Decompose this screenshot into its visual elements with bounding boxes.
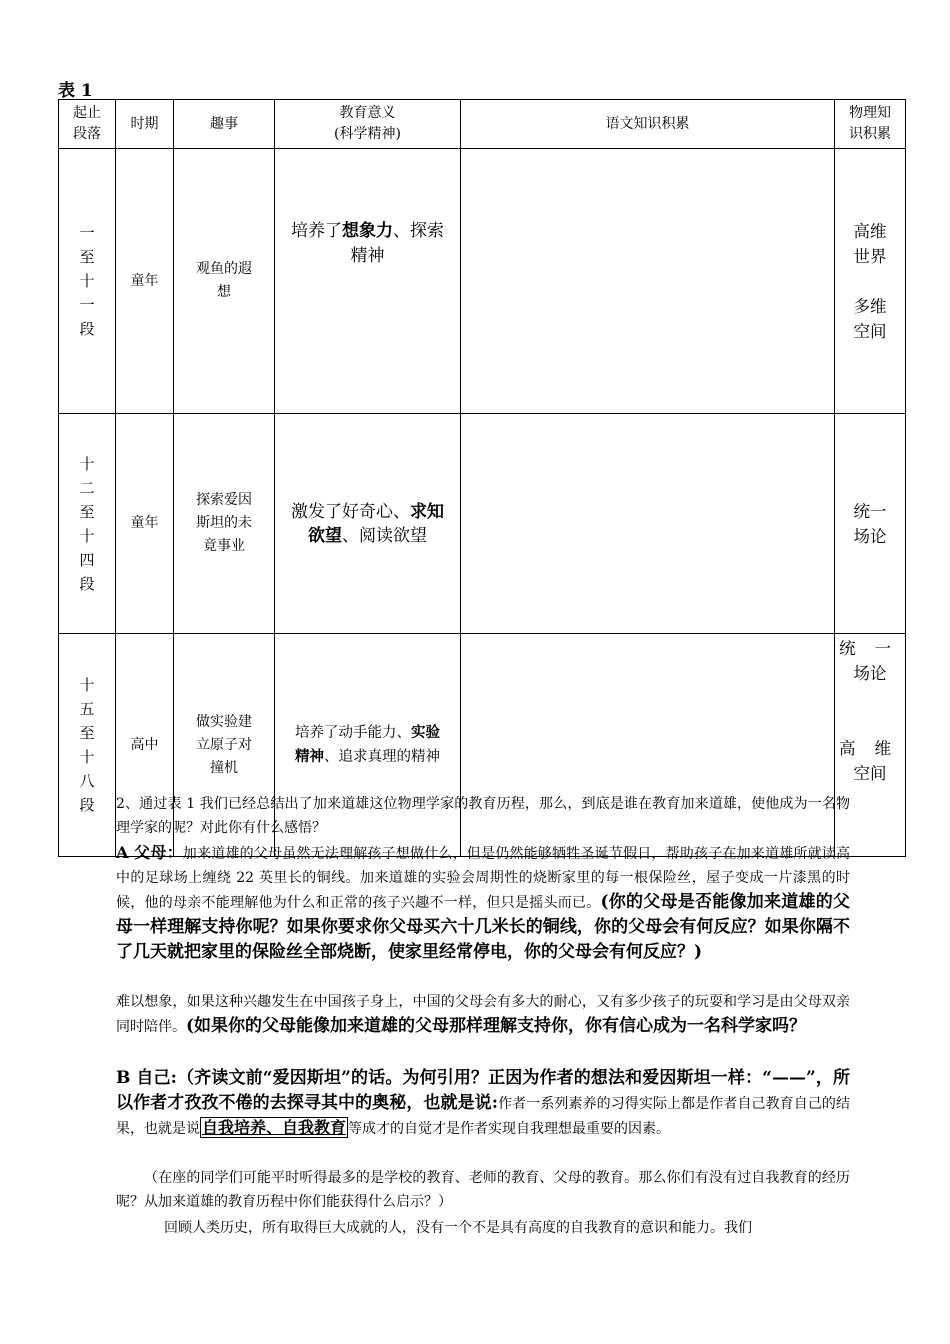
header-period: 时期 [116,100,174,149]
physics-cell: 高维 世界 多维 空间 [835,149,906,414]
answer-b-text-2: 等成才的自觉才是作者实现自我理想最重要的因素。 [348,1121,671,1137]
answer-b-bold: B 自己:（齐读文前“爱因斯坦”的话。为何引用？正因为作者的想法和爱因斯坦一样：“——”，所以作者才孜孜不倦的去探寻其中的奥秘，也就是说: [116,1068,850,1113]
header-range: 起止 段落 [59,100,116,149]
header-meaning: 教育意义 (科学精神) [275,100,461,149]
meaning-cell: 激发了好奇心、求知 欲望、阅读欲望 [275,414,461,634]
table-row [59,149,906,414]
chinese-cell [461,414,835,634]
answer-b-text-1: 作者一系列素养的习得实际上都是作者自己教育自己的结果，也就是说 [116,1096,850,1137]
range-cell: 一 至 十 一 段 [59,149,116,414]
closing-paragraph: 回顾人类历史，所有取得巨大成就的人，没有一个不是具有高度的自我教育的意识和能力。我们 [164,1220,752,1236]
self-education-highlight: 自我培养、自我教育 [202,1118,347,1137]
story-cell: 做实验建 立原子对 撞机 [174,634,275,857]
meaning-cell: 培养了动手能力、实验 精神、追求真理的精神 [275,634,461,857]
story-cell: 观鱼的遐 想 [174,149,275,414]
period-cell: 高中 [116,634,174,857]
period-cell: 童年 [116,149,174,414]
story-cell: 探索爱因 斯坦的未 竟事业 [174,414,275,634]
answer-a-paragraph-2 [116,990,850,1039]
physics-cell: 统一 场论 [835,414,906,634]
table-header-row [59,100,906,149]
answer-a-label: A 父母： [116,843,183,862]
meaning-cell: 培养了想象力、探索 精神 [275,149,461,414]
range-cell: 十 五 至 十 八 段 [59,634,116,857]
table-row [59,414,906,634]
question-2: 2、通过表 1 我们已经总结出了加来道雄这位物理学家的教育历程，那么，到底是谁在教育加来道雄，使他成为一名物理学家的呢？对此你有什么感悟？ [116,796,850,836]
answer-a-text-2: 难以想象，如果这种兴趣发生在中国孩子身上，中国的父母会有多大的耐心，又有多少孩子的玩耍和学习是由父母双亲同时陪伴。 [116,994,850,1035]
answer-a-text: 加来道雄的父母虽然无法理解孩子想做什么，但是仍然能够牺牲圣诞节假日，帮助孩子在加来道雄所就读高中的足球场上缠绕 22 英里长的铜线。加来道雄的实验会周期性的烧断家里的每一根保险丝，屋子变成一片漆黑的时候，他的母亲不能理解他为什么和正常的孩子兴趣不一样，但只是摇头而已。 [116,846,850,911]
chinese-cell [461,149,835,414]
header-chinese: 语文知识积累 [461,100,835,149]
range-cell: 十 二 至 十 四 段 [59,414,116,634]
answer-a-question-2: (如果你的父母能像加来道雄的父母那样理解支持你，你有信心成为一名科学家吗？ [186,1016,807,1036]
answer-a-question: (你的父母是否能像加来道雄的父母一样理解支持你呢？如果你要求你父母买六十几米长的铜线，你的父母会有何反应？如果你隔不了几天就把家里的保险丝全部烧断，使家里经常停电，你的父母会有何反应？) [116,892,850,962]
parenthetical-paragraph: （在座的同学们可能平时听得最多的是学校的教育、老师的教育、父母的教育。那么你们有没有过自我教育的经历呢？从加来道雄的教育历程中你们能获得什么启示？） [116,1170,850,1210]
period-cell: 童年 [116,414,174,634]
answer-a-paragraph [116,841,850,965]
header-physics: 物理知 识积累 [835,100,906,149]
table-1 [58,99,906,857]
answer-b-paragraph [116,1066,850,1141]
physics-cell: 统 一 场论 高 维 空间 [835,634,906,857]
header-story: 趣事 [174,100,275,149]
table-caption: 表 1 [58,81,93,101]
